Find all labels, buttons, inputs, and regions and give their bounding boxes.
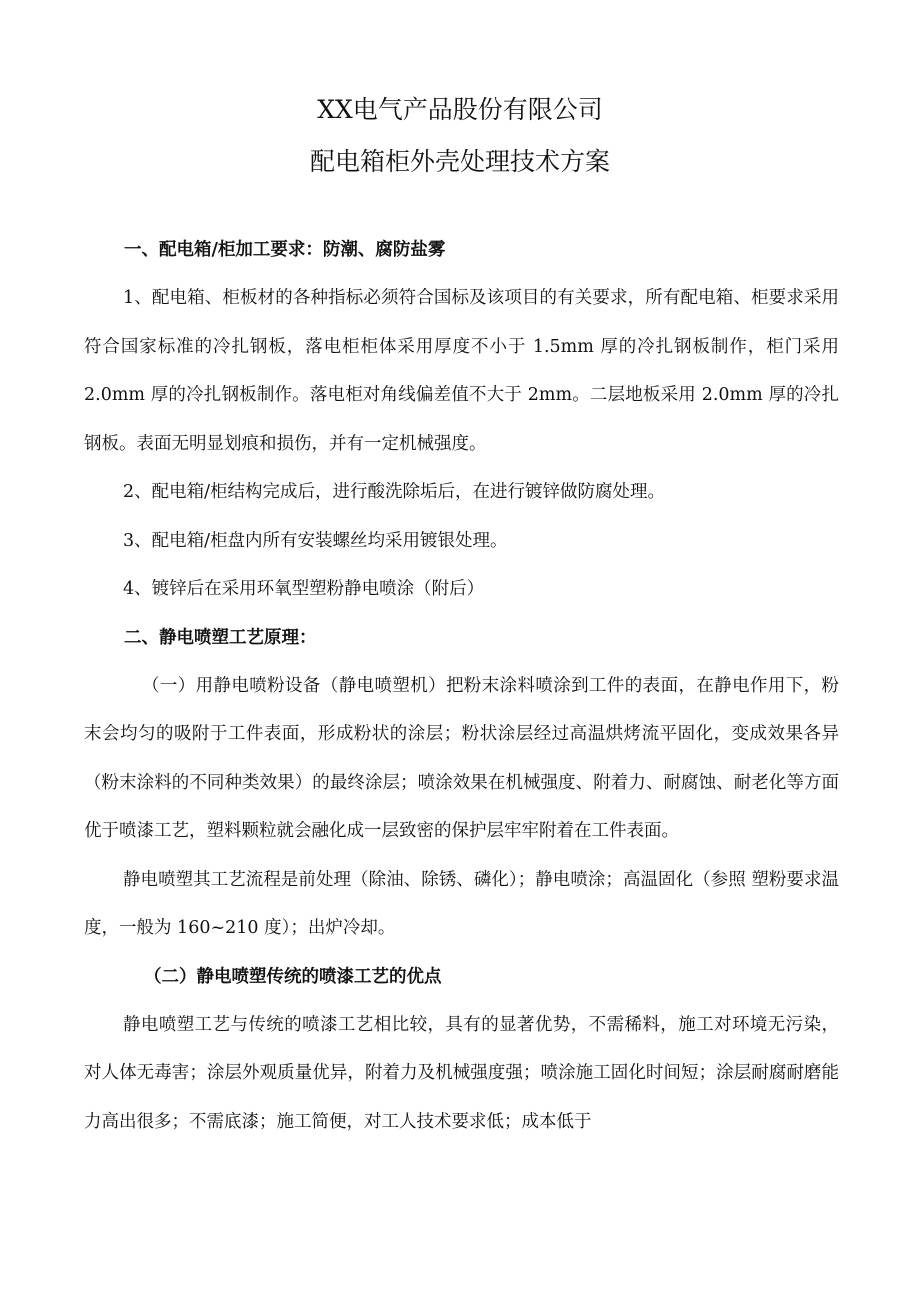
document-title: 配电箱柜外壳处理技术方案	[309, 147, 610, 176]
paragraph-1-3: 3、配电箱/柜盘内所有安装螺丝均采用镀银处理。	[123, 530, 508, 551]
company-name: XX电气产品股份有限公司	[317, 95, 603, 124]
paragraph-1-4: 4、镀锌后在采用环氧型塑粉静电喷涂（附后）	[123, 579, 485, 599]
document-body	[84, 238, 839, 1146]
section-heading-3: （二）静电喷塑传统的喷漆工艺的优点	[144, 966, 442, 987]
section-heading-1: 一、配电箱/柜加工要求：防潮、腐防盐雾	[124, 240, 446, 260]
section-heading-2: 二、静电喷塑工艺原理：	[124, 627, 317, 648]
paragraph-3-1: 静电喷塑工艺与传统的喷漆工艺相比较，具有的显著优势，不需稀料，施工对环境无污染，对人体无毒害；涂层外观质量优异，附着力及机械强度强；喷涂施工固化时间短；涂层耐腐耐磨能力高出很多；不需底漆；施工简便，对工人技术要求低；成本低于	[84, 1014, 839, 1132]
paragraph-2-1: （一）用静电喷粉设备（静电喷塑机）把粉末涂料喷涂到工件的表面，在静电作用下，粉末会均匀的吸附于工件表面，形成粉状的涂层；粉状涂层经过高温烘烤流平固化，变成效果各异（粉末涂料的不同种类效果）的最终涂层；喷涂效果在机械强度、附着力、耐腐蚀、耐老化等方面优于喷漆工艺，塑料颗粒就会融化成一层致密的保护层牢牢附着在工件表面。	[84, 675, 839, 841]
paragraph-2-2: 静电喷塑其工艺流程是前处理（除油、除锈、磷化）；静电喷涂；高温固化（参照 塑粉要求温度，一般为 160~210 度）；出炉冷却。	[84, 869, 839, 938]
paragraph-1-2: 2、配电箱/柜结构完成后，进行酸洗除垢后，在进行镀锌做防腐处理。	[123, 482, 666, 502]
paragraph-1-1: 1、配电箱、柜板材的各种指标必须符合国标及该项目的有关要求，所有配电箱、柜要求采用符合国家标准的冷扎钢板，落电柜柜体采用厚度不小于 1.5mm 厚的冷扎钢板制作，柜门采用 2.0mm 厚的冷扎钢板制作。落电柜对角线偏差值不大于 2mm。二层地板采用 2.0mm 厚的冷扎钢板。表面无明显划痕和损伤，并有一定机械强度。	[84, 288, 839, 454]
